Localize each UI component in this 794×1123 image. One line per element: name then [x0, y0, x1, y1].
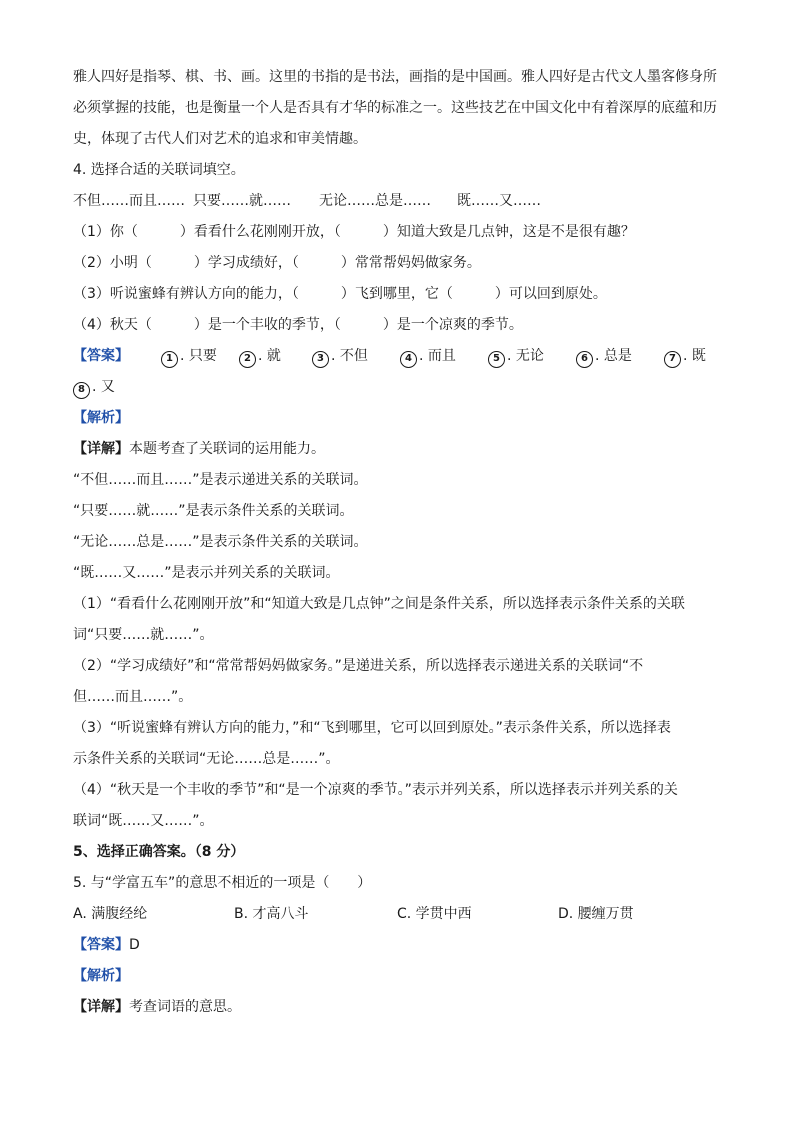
- choice-b: B. 才高八斗: [234, 906, 309, 922]
- explanation-line: 联词“既……又……”。: [73, 813, 214, 829]
- option-item: 无论……总是……: [319, 193, 431, 209]
- intro-line: 雅人四好是指琴、棋、书、画。这里的书指的是书法，画指的是中国画。雅人四好是古代文人墨客修身所: [73, 69, 717, 85]
- question-item: （2）小明（ ）学习成绩好，（ ）常常帮妈妈做家务。: [73, 255, 481, 271]
- answer-row: [73, 341, 723, 372]
- explanation-line: 词“只要……就……”。: [73, 627, 214, 643]
- circled-number: 3: [312, 351, 329, 368]
- circled-number: 4: [400, 351, 417, 368]
- explanation-line: （4）“秋天是一个丰收的季节”和“是一个凉爽的季节。”表示并列关系，所以选择表示并列关系的关: [73, 782, 678, 798]
- choice-c: C. 学贯中西: [397, 906, 472, 922]
- answer-item: 6 . 总是: [576, 341, 654, 372]
- answer-item: 2 . 就: [239, 341, 302, 372]
- choice-row: [73, 899, 723, 930]
- option-item: 既……又……: [457, 193, 541, 209]
- detail-text: 本题考查了关联词的运用能力。: [129, 441, 325, 457]
- section-5-title: 5、选择正确答案。（8 分）: [73, 844, 245, 860]
- circled-number: 7: [664, 351, 681, 368]
- detail-label: 【详解】: [73, 441, 129, 457]
- conjunction-options: [73, 186, 723, 217]
- explanation-line: “只要……就……”是表示条件关系的关联词。: [73, 503, 354, 519]
- detail-line: [73, 992, 723, 1023]
- answer-line: [73, 930, 723, 961]
- circled-number: 8: [73, 382, 90, 399]
- answer-item: 4 . 而且: [400, 341, 478, 372]
- explanation-line: 但……而且……”。: [73, 689, 193, 705]
- detail-line: [73, 434, 723, 465]
- explanation-line: 示条件关系的关联词“无论……总是……”。: [73, 751, 340, 767]
- page-content: [73, 62, 723, 1023]
- answer-item: 8 . 又: [73, 372, 115, 403]
- intro-line: 必须掌握的技能，也是衡量一个人是否具有才华的标准之一。这些技艺在中国文化中有着深厚的底蕴和历: [73, 100, 717, 116]
- explanation-line: （3）“听说蜜蜂有辨认方向的能力，”和“飞到哪里，它可以回到原处。”表示条件关系，所以选择表: [73, 720, 671, 736]
- circled-number: 5: [488, 351, 505, 368]
- analysis-label: 【解析】: [73, 410, 129, 426]
- option-item: 只要……就……: [193, 193, 291, 209]
- explanation-line: “无论……总是……”是表示条件关系的关联词。: [73, 534, 368, 550]
- intro-paragraph: [73, 62, 723, 155]
- answer-value: D: [129, 937, 140, 953]
- question-item: （4）秋天（ ）是一个丰收的季节，（ ）是一个凉爽的季节。: [73, 317, 523, 333]
- circled-number: 6: [576, 351, 593, 368]
- question-item: （3）听说蜜蜂有辨认方向的能力，（ ）飞到哪里，它（ ）可以回到原处。: [73, 286, 607, 302]
- detail-text: 考查词语的意思。: [129, 999, 241, 1015]
- answer-item: 1 . 只要: [161, 341, 229, 372]
- circled-number: 2: [239, 351, 256, 368]
- question-4-title: 4. 选择合适的关联词填空。: [73, 162, 245, 178]
- explanation-line: （1）“看看什么花刚刚开放”和“知道大致是几点钟”之间是条件关系，所以选择表示条件关系的关联: [73, 596, 685, 612]
- circled-number: 1: [161, 351, 178, 368]
- analysis-label: 【解析】: [73, 968, 129, 984]
- detail-label: 【详解】: [73, 999, 129, 1015]
- question-5: 5. 与“学富五车”的意思不相近的一项是（ ）: [73, 875, 372, 891]
- answer-label: 【答案】: [73, 348, 129, 364]
- choice-d: D. 腰缠万贯: [558, 906, 634, 922]
- question-item: （1）你（ ）看看什么花刚刚开放，（ ）知道大致是几点钟，这是不是很有趣？: [73, 224, 635, 240]
- answer-row-continued: [73, 372, 723, 403]
- intro-line: 史，体现了古代人们对艺术的追求和审美情趣。: [73, 131, 367, 147]
- answer-item: 3 . 不但: [312, 341, 390, 372]
- option-item: 不但……而且……: [73, 193, 185, 209]
- answer-item: 7 . 既: [664, 341, 706, 372]
- explanation-line: “既……又……”是表示并列关系的关联词。: [73, 565, 340, 581]
- explanation-line: （2）“学习成绩好”和“常常帮妈妈做家务。”是递进关系，所以选择表示递进关系的关联词“不: [73, 658, 644, 674]
- choice-a: A. 满腹经纶: [73, 906, 148, 922]
- explanation-line: “不但……而且……”是表示递进关系的关联词。: [73, 472, 368, 488]
- answer-item: 5 . 无论: [488, 341, 566, 372]
- answer-label: 【答案】: [73, 937, 129, 953]
